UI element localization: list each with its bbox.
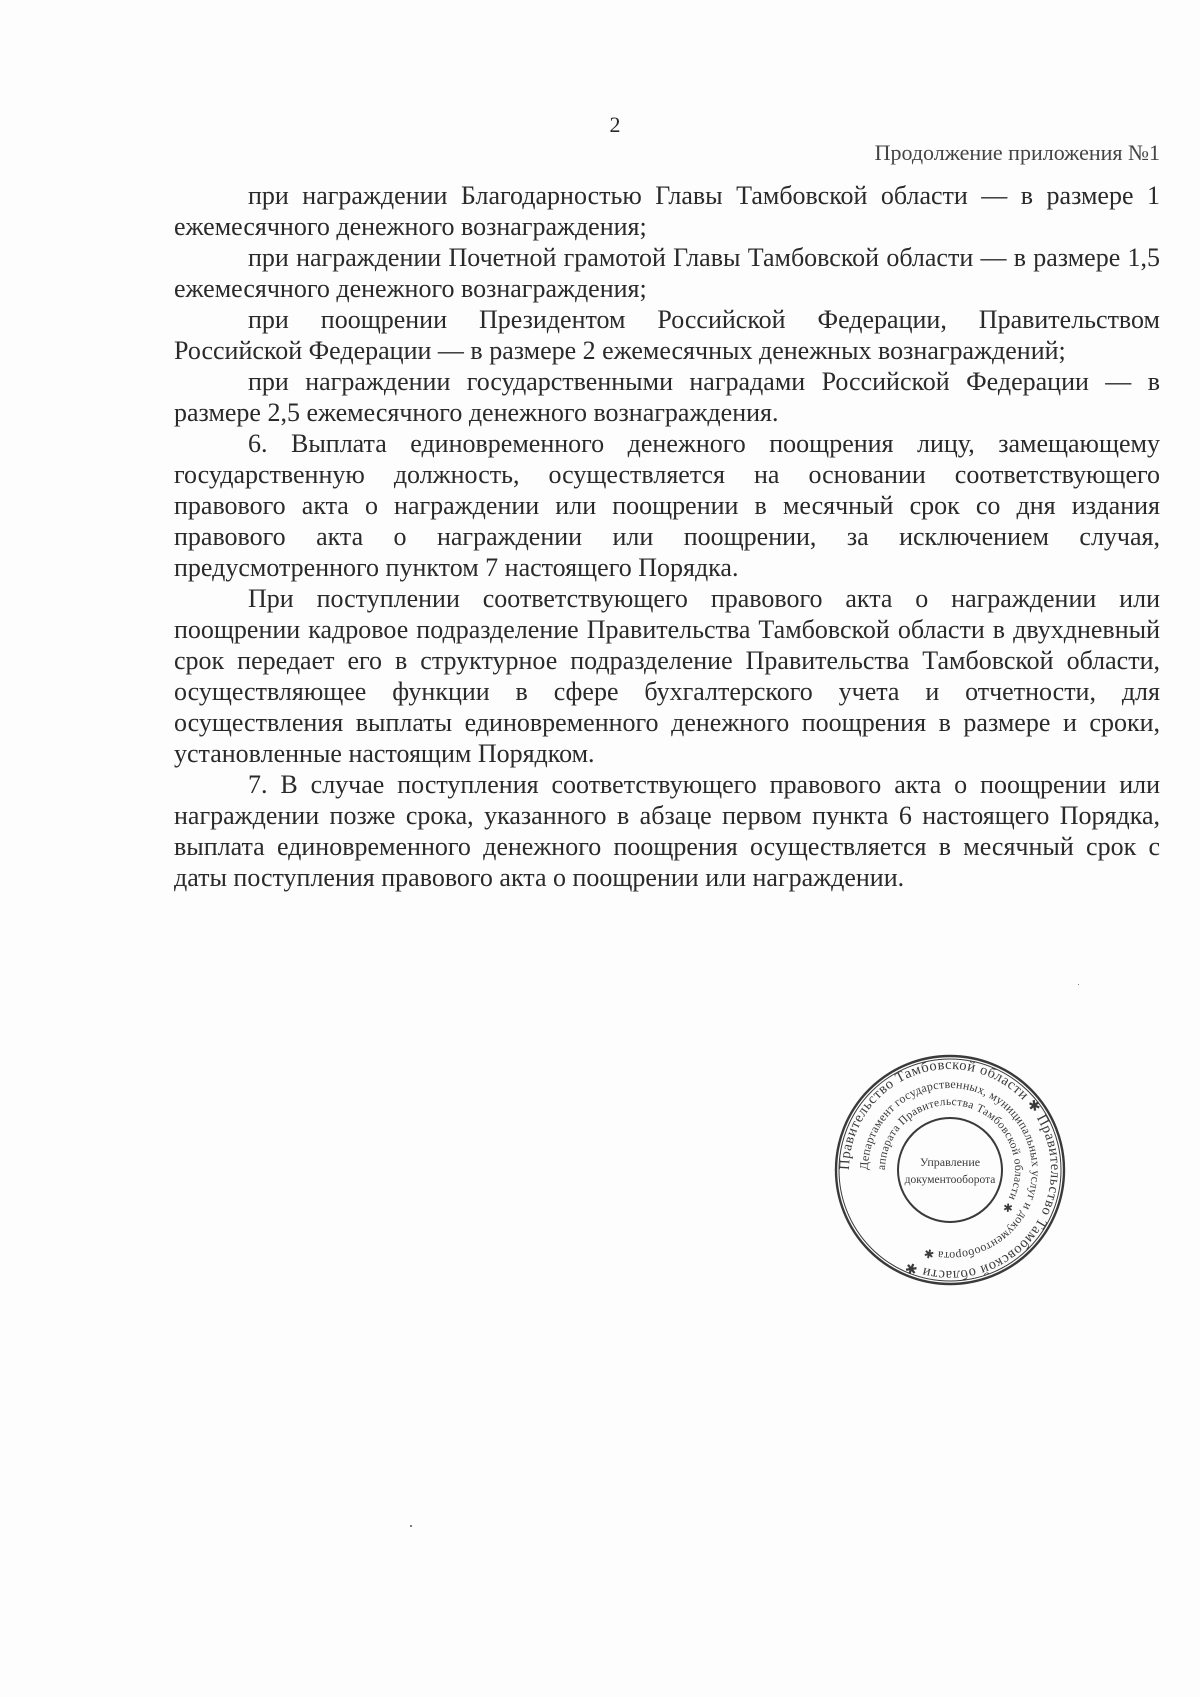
paragraph: при поощрении Президентом Российской Федерации, Правительством Российской Федерации — в размере 2 ежемесячных денежных вознаграждений;	[174, 305, 1160, 365]
paragraph: при награждении Благодарностью Главы Тамбовской области — в размере 1 ежемесячного денежного вознаграждения;	[174, 181, 1160, 241]
paragraph: 7. В случае поступления соответствующего правового акта о поощрении или награждении позже срока, указанного в абзаце первом пункта 6 настоящего Порядка, выплата единовременного денежного поощрения осуществляется в месячный срок с даты поступления правового акта о поощрении или награждении.	[174, 770, 1160, 892]
page-number: 2	[609, 112, 621, 137]
seal-center-line-2: документооборота	[904, 1174, 996, 1186]
seal-outer-text: Правительство Тамбовской области ✱ Правительство Тамбовской области ✱	[836, 1056, 1064, 1284]
paragraph: при награждении Почетной грамотой Главы Тамбовской области — в размере 1,5 ежемесячного денежного вознаграждения;	[174, 243, 1160, 303]
seal-middle-text: Департамент государственных, муниципальных услуг и документооборота ✱	[856, 1076, 1044, 1264]
official-seal	[832, 1052, 1068, 1288]
document-body	[174, 180, 1160, 893]
scan-speck	[1078, 984, 1079, 985]
seal-icon	[832, 1052, 1068, 1288]
scan-speck	[410, 1525, 412, 1527]
paragraph: 6. Выплата единовременного денежного поощрения лицу, замещающему государственную должность, осуществляется на основании соответствующего правового акта о награждении или поощрении в месячный срок со дня издания правового акта о награждении или поощрении, за исключением случая, предусмотренного пунктом 7 настоящего Порядка.	[174, 429, 1160, 582]
paragraph: При поступлении соответствующего правового акта о награждении или поощрении кадровое подразделение Правительства Тамбовской области в двухдневный срок передает его в структурное подразделение Правительства Тамбовской области, осуществляющее функции в сфере бухгалтерского учета и отчетности, для осуществления выплаты единовременного денежного поощрения в размере и сроки, установленные настоящим Порядком.	[174, 584, 1160, 768]
continuation-label: Продолжение приложения №1	[874, 140, 1160, 165]
seal-inner-text: аппарата Правительства Тамбовской области ✱	[875, 1095, 1025, 1215]
paragraph: при награждении государственными наградами Российской Федерации — в размере 2,5 ежемесячного денежного вознаграждения.	[174, 367, 1160, 427]
seal-center-line-1: Управление	[919, 1155, 981, 1169]
